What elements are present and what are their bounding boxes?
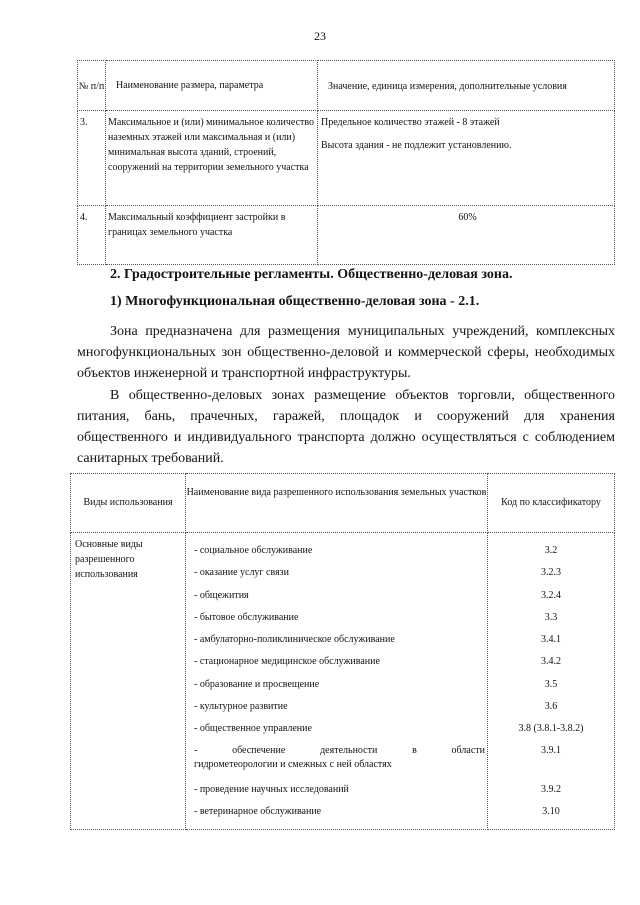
header-use-kind: Виды использования (71, 474, 186, 533)
header-number: № п/п (78, 61, 106, 111)
list-item-line: - обеспечение деятельности в области (194, 744, 485, 756)
subsection-title: 1) Многофункциональная общественно-деловая зона - 2.1. (110, 294, 480, 309)
list-item: - социальное обслуживание (194, 545, 313, 556)
table-row (71, 533, 615, 830)
list-item: - оказание услуг связи (194, 567, 289, 579)
list-item (186, 741, 487, 779)
classifier-code: 3.2 (544, 545, 558, 556)
classifier-code: 3.2.4 (541, 589, 561, 601)
parameters-table (77, 60, 615, 265)
classifier-code: 3.6 (544, 701, 558, 713)
classifier-code: 3.5 (544, 678, 558, 690)
table-row (78, 206, 615, 265)
list-item: - бытовое обслуживание (194, 611, 299, 623)
paragraph: Зона предназначена для размещения муниципальных учреждений, комплексных многофункциональных зон общественно-деловой и коммерческой сферы, необходимых объектов инженерной и транспортной инфраструктуры. (77, 324, 615, 381)
classifier-code: 3.9.2 (541, 783, 561, 795)
parameters-table-header (78, 61, 615, 111)
parameter-name: Максимальное и (или) минимальное количество наземных этажей или максимальная и (или) минимальная высота зданий, строений, сооружений на территории земельного участка (106, 111, 318, 206)
header-value: Значение, единица измерения, дополнительные условия (318, 61, 615, 111)
classifier-code: 3.4.1 (541, 634, 561, 646)
permitted-use-table (70, 473, 615, 830)
value-line: Предельное количество этажей - 8 этажей (321, 117, 500, 128)
use-kind: Основные виды разрешенного использования (71, 533, 186, 830)
list-item: - проведение научных исследований (194, 783, 349, 795)
table-row (78, 111, 615, 206)
classifier-code: 3.8 (3.8.1-3.8.2) (518, 723, 584, 735)
section-title: 2. Градостроительные регламенты. Общественно-деловая зона. (110, 267, 513, 282)
value-line: Высота здания - не подлежит установлению. (321, 140, 512, 151)
classifier-code: 3.3 (544, 611, 558, 623)
paragraph: В общественно-деловых зонах размещение объектов торговли, общественного питания, бань, прачечных, гаражей, площадок и сооружений для хранения общественного и индивидуального транспорта должно осуществляться с соблюдением санитарных требований. (77, 388, 615, 466)
list-item: - образование и просвещение (194, 678, 320, 690)
header-code: Код по классификатору (488, 474, 615, 533)
header-use-name: Наименование вида разрешенного использования земельных участков (186, 474, 488, 533)
list-item: - ветеринарное обслуживание (194, 805, 322, 817)
row-number: 4. (78, 206, 106, 265)
header-parameter-name: Наименование размера, параметра (106, 61, 318, 111)
parameter-value: 60% (318, 206, 615, 265)
classifier-code: 3.9.1 (541, 744, 561, 756)
classifier-code: 3.2.3 (541, 567, 561, 579)
list-item-line: гидрометеорологии и смежных с ней областях (194, 758, 392, 770)
list-item: - общежития (194, 589, 249, 601)
list-item: - амбулаторно-поликлиническое обслуживание (194, 634, 395, 646)
parameter-name: Максимальный коэффициент застройки в границах земельного участка (106, 206, 318, 265)
classifier-code: 3.10 (542, 805, 560, 817)
parameter-value (318, 111, 615, 206)
permitted-use-table-header (71, 474, 615, 533)
use-names-cell (186, 533, 488, 830)
list-item: - культурное развитие (194, 701, 288, 713)
list-item: - общественное управление (194, 723, 312, 735)
row-number: 3. (78, 111, 106, 206)
codes-cell (488, 533, 615, 830)
list-item: - стационарное медицинское обслуживание (194, 656, 380, 668)
classifier-code: 3.4.2 (541, 656, 561, 668)
page-number: 23 (314, 29, 326, 43)
